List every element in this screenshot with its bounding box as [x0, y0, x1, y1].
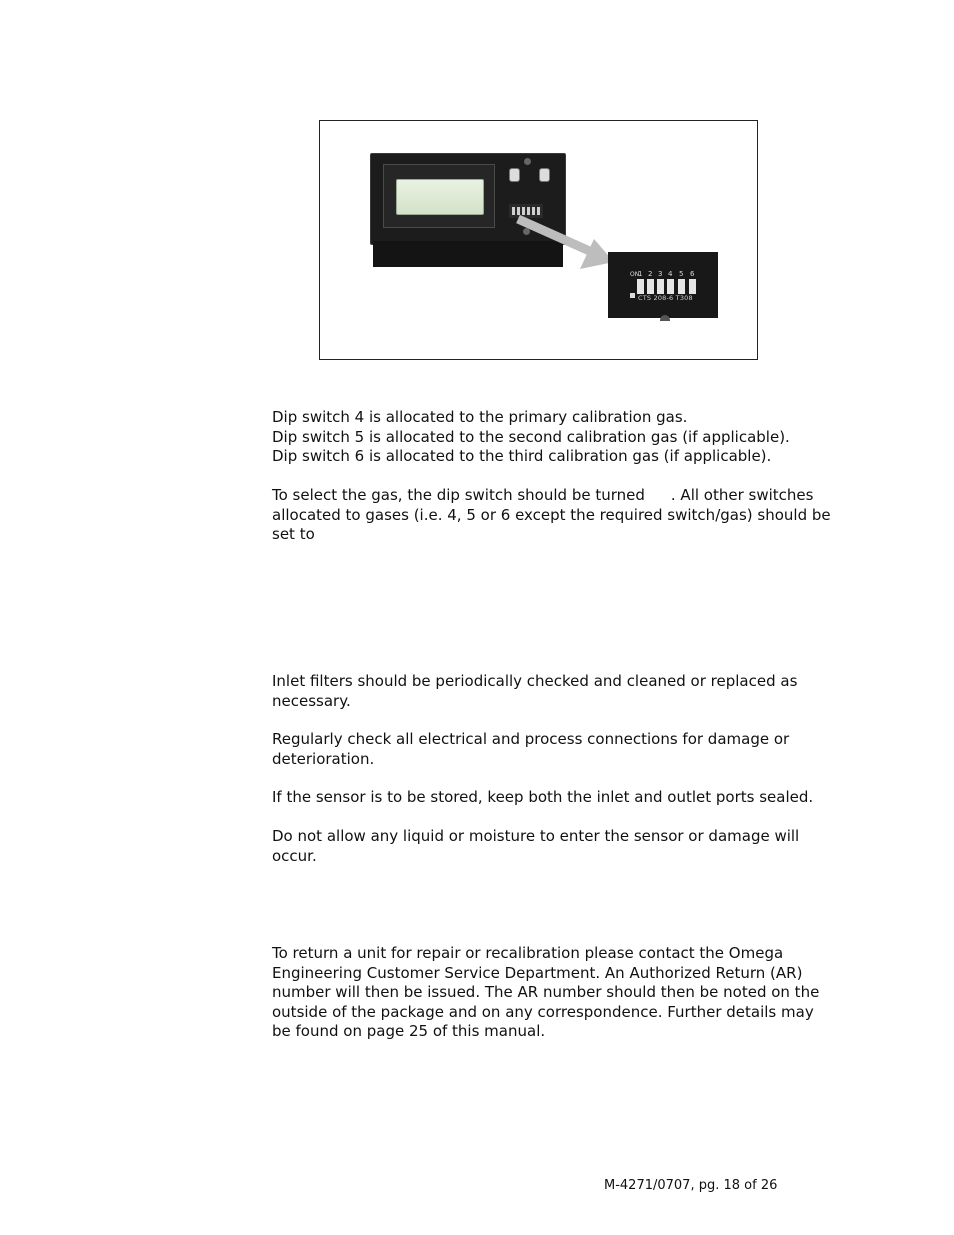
- right-push-button: [539, 168, 550, 182]
- lcd-display: [396, 179, 484, 215]
- gas-selection-text-2: . All other switches allocated to gases (i.e. 4, 5 or 6 except the required switch/gas) should be set to: [272, 486, 831, 544]
- gas-selection-text-1: To select the gas, the dip switch should be turned: [272, 486, 645, 504]
- dip-switch-numbers: [638, 270, 708, 278]
- dip-switch-5: [678, 279, 685, 294]
- left-push-button: [509, 168, 520, 182]
- dip-switch-closeup: [608, 252, 718, 318]
- maintenance-paragraph-3: If the sensor is to be stored, keep both the inlet and outlet ports sealed.: [272, 788, 814, 806]
- dip-number-4: 4: [668, 270, 673, 278]
- dip-part-label: CTS 208-6 T308: [638, 294, 693, 302]
- top-screw: [524, 158, 531, 165]
- returns-paragraph: To return a unit for repair or recalibration please contact the Omega Engineering Customer Service Department. An Authorized Return (AR) number will then be issued. The AR number should then be noted on the outside of the package and on any correspondence. Further details may be found on page 25 of this manual.: [272, 944, 820, 1041]
- dip-switch-1: [637, 279, 644, 294]
- maintenance-paragraph-2: Regularly check all electrical and process connections for damage or deterioration.: [272, 730, 790, 768]
- maintenance-paragraph-1: Inlet filters should be periodically checked and cleaned or replaced as necessary.: [272, 672, 798, 710]
- dip-on-label: ON: [630, 271, 640, 278]
- dip-number-6: 6: [690, 270, 695, 278]
- dip-switch-3: [657, 279, 664, 294]
- dip-number-2: 2: [648, 270, 653, 278]
- dip-allocation-6: Dip switch 6 is allocated to the third calibration gas (if applicable).: [272, 447, 772, 466]
- page-footer: M-4271/0707, pg. 18 of 26: [604, 1178, 778, 1193]
- dip-number-1: 1: [638, 270, 643, 278]
- lcd-bezel: [383, 164, 495, 228]
- dip-number-5: 5: [679, 270, 684, 278]
- dip-switch-figure: [319, 120, 758, 360]
- dip-allocation-list: [272, 408, 832, 467]
- dip-number-3: 3: [658, 270, 663, 278]
- dip-on-marker: [630, 293, 635, 298]
- dip-switch-2: [647, 279, 654, 294]
- dip-switch-6: [689, 279, 696, 294]
- maintenance-paragraph-4: Do not allow any liquid or moisture to enter the sensor or damage will occur.: [272, 827, 800, 865]
- gas-selection-paragraph: [272, 486, 832, 545]
- dip-allocation-4: Dip switch 4 is allocated to the primary calibration gas.: [272, 408, 688, 426]
- closeup-knob: [660, 315, 670, 321]
- dip-allocation-5: Dip switch 5 is allocated to the second calibration gas (if applicable).: [272, 427, 790, 446]
- dip-switch-4: [667, 279, 674, 294]
